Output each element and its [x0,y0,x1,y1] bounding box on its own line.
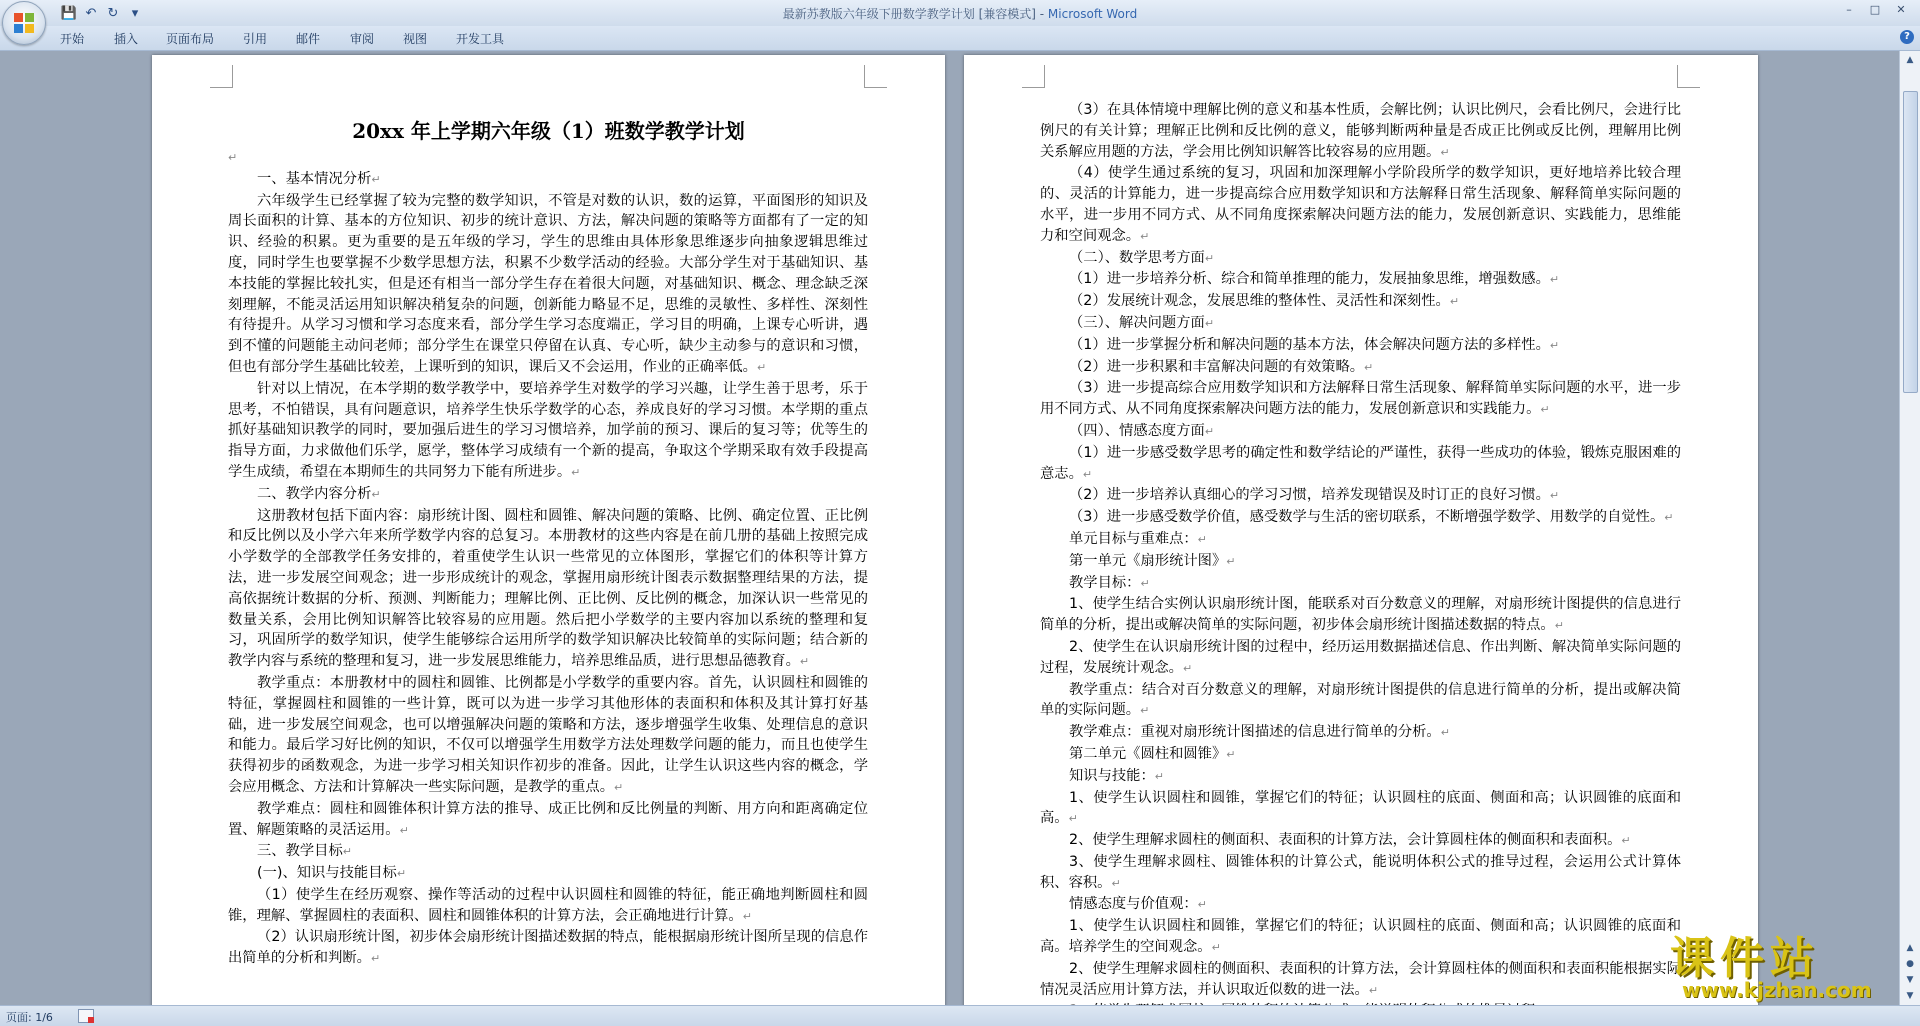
paragraph [1040,830,1681,852]
paragraph [228,191,868,379]
paragraph [1040,594,1681,637]
page-2-body[interactable] [1040,100,1681,1023]
paragraph [228,506,868,673]
paragraph-text: 三、教学目标 [257,843,343,860]
document-area [0,51,1900,1005]
paragraph-text: （1）进一步掌握分析和解决问题的基本方法，体会解决问题方法的多样性。 [1069,336,1550,353]
minimize-icon: – [1846,2,1852,16]
paragraph-text: （3）在具体情境中理解比例的意义和基本性质，会解比例；认识比例尺，会看比例尺，会进行比例尺的有关计算；理解正比例和反比例的意义，能够判断两种量是否成正比例或反比例，理解用比例关系解应用题的方法，学会用比例知识解答比较容易的应用题。 [1040,102,1681,160]
paragraph-mark-icon: ↵ [1368,983,1379,997]
paragraph [1040,100,1681,163]
paragraph [228,863,868,885]
paragraph [1040,313,1681,335]
paragraph [1040,529,1681,551]
paragraph-mark-icon: ↵ [1204,424,1215,438]
maximize-button[interactable] [1862,0,1888,18]
paragraph-mark-icon: ↵ [799,655,810,669]
paragraph-mark-icon: ↵ [342,845,352,859]
page-2 [964,55,1758,1015]
paragraph-mark-icon: ↵ [1140,229,1150,243]
paragraph-text: 教学难点：圆柱和圆锥体积计算方法的推导、成正比例和反比例量的判断、用方向和距离确定位置、解题策略的灵活运用。 [228,800,868,838]
paragraph [1040,163,1681,247]
close-icon: ✕ [1896,2,1906,16]
scroll-down-icon[interactable]: ▼ [1906,991,1914,1001]
paragraph [1040,852,1681,895]
paragraph-mark-icon: ↵ [614,780,624,794]
paragraph [1040,507,1681,529]
paragraph [1040,573,1681,595]
paragraph [1040,766,1681,788]
paragraph-mark-icon: ↵ [371,487,381,501]
paragraph-text: （1）进一步感受数学思考的确定性和数学结论的严谨性，获得一些成功的体验，锻炼克服困难的意志。 [1040,444,1681,482]
paragraph-text: (一)、知识与技能目标 [257,865,397,882]
paragraph-text: 1、使学生认识圆柱和圆锥，掌握它们的特征；认识圆柱的底面、侧面和高；认识圆锥的底面和高。 [1040,789,1681,827]
tab-home[interactable]: 开始 [60,32,85,46]
paragraph [228,484,868,506]
paragraph [1040,744,1681,766]
vertical-scrollbar[interactable] [1899,51,1920,1005]
paragraph-text: （2）认识扇形统计图，初步体会扇形统计图描述数据的特点，能根据扇形统计图所呈现的信息作出简单的分析和判断。 [228,929,868,967]
paragraph-mark-icon: ↵ [1554,619,1564,633]
paragraph-mark-icon: ↵ [1440,145,1450,159]
paragraph-mark-icon: ↵ [742,909,752,923]
paragraph-mark-icon: ↵ [1549,489,1560,503]
paragraph [1040,637,1681,680]
office-button[interactable] [2,1,46,45]
watermark-title: 课件站 [1670,933,1820,984]
paragraph [1040,269,1681,291]
document-name: 最新苏教版六年级下册数学教学计划 [兼容模式] - [782,7,1048,21]
paragraph-mark-icon: ↵ [1197,532,1207,546]
paragraph-text: 二、教学内容分析 [257,485,372,502]
paragraph-text: （3）进一步提高综合应用数学知识和方法解释日常生活现象、解释简单实际问题的水平，进一步用不同方式、从不同角度探索解决问题方法的能力，发展创新意识和实践能力。 [1040,380,1681,418]
close-button[interactable] [1888,0,1914,18]
paragraph-text: 教学重点：结合对百分数意义的理解，对扇形统计图提供的信息进行简单的分析，提出或解决简单的实际问题。 [1040,681,1681,719]
paragraph [1040,788,1681,831]
paragraph [228,147,868,169]
paragraph-mark-icon: ↵ [1204,316,1215,330]
paragraph-text: 1、使学生结合实例认识扇形统计图，能联系对百分数意义的理解，对扇形统计图提供的信息进行简单的分析，提出或解决简单的实际问题，初步体会扇形统计图描述数据的特点。 [1040,596,1681,634]
margin-corner-mark [210,65,233,88]
paragraph-mark-icon: ↵ [370,952,381,966]
paragraph-mark-icon: ↵ [1140,704,1150,718]
paragraph-mark-icon: ↵ [1154,769,1164,783]
tab-developer[interactable]: 开发工具 [456,32,505,46]
status-bar [0,1005,1920,1026]
next-page-icon[interactable]: ▼ [1906,975,1914,985]
page-1 [152,55,945,1015]
margin-corner-mark [1022,65,1045,88]
ribbon-tabs [0,26,1920,51]
paragraph-mark-icon: ↵ [1068,812,1078,826]
paragraph-text: 知识与技能： [1069,767,1155,784]
watermark-url: www.kjzhan.com [1682,978,1872,1002]
tab-review[interactable]: 审阅 [350,32,375,46]
paragraph [1040,485,1681,507]
paragraph-mark-icon: ↵ [1440,726,1450,740]
window-controls [1836,0,1914,18]
paragraph-text: （四）、情感态度方面 [1069,422,1205,439]
paragraph-text: （1）进一步培养分析、综合和简单推理的能力，发展抽象思维，增强数感。 [1069,271,1550,288]
paragraph-text: 情感态度与价值观： [1069,896,1198,913]
site-watermark [1670,922,1900,1004]
proofing-icon[interactable] [78,1009,94,1023]
office-logo-icon [14,13,34,33]
paragraph-mark-icon: ↵ [1364,360,1374,374]
paragraph-text: 教学难点：重视对扇形统计图描述的信息进行简单的分析。 [1069,724,1441,741]
paragraph-mark-icon: ↵ [1621,834,1631,848]
document-title: 20xx 年上学期六年级（1）班数学教学计划 [352,119,745,143]
paragraph-text: （4）使学生通过系统的复习，巩固和加深理解小学阶段所学的数学知识，更好地培养比较合理的、灵活的计算能力，进一步提高综合应用数学知识和方法解释日常生活现象、解释简单实际问题的水平，进一步用不同方式、从不同角度探索解决问题方法的能力，发展创新意识、实践能力，思维能力和空间观念。 [1040,165,1681,244]
paragraph-mark-icon: ↵ [1204,251,1215,265]
browse-object-icon[interactable]: ● [1906,959,1914,969]
chevron-down-icon: ▾ [131,5,139,21]
paragraph [1040,291,1681,313]
app-name: Microsoft Word [1047,7,1138,21]
paragraph-text: 3、使学生理解求圆柱、圆锥体积的计算公式，能说明体积公式的推导过程，会运用公式计算体积、容积。 [1040,853,1681,891]
paragraph-text: 这册教材包括下面内容：扇形统计图、圆柱和圆锥、解决问题的策略、比例、确定位置、正比例和反比例以及小学六年来所学数学内容的总复习。本册教材的这些内容是在前几册的基础上按照完成小学数学的全部教学任务安排的，着重使学生认识一些常见的立体图形，掌握它们的体积等计算方法，进一步发展空间观念；进一步形成统计的观念，掌握用扇形统计图表示数据整理结果的方法，提高依据统计数据的分析、预测、判断能力；理解比例、正比例、反比例的概念，加深认识一些常见的数量关系，会用比例知识解答比较容易的应用题。然后把小学数学的主要内容加以系统的整理和复习，巩固所学的数学知识，使学生能够综合运用所学的数学知识解决比较简单的实际问题；结合新的教学内容与系统的整理和复习，进一步发展思维能力，培养思维品质，进行思想品德教育。 [228,507,868,670]
window-title [0,2,1920,22]
paragraph [228,841,868,863]
scrollbar-thumb[interactable] [1903,91,1918,393]
margin-corner-mark [1677,65,1700,88]
paragraph-mark-icon: ↵ [399,823,409,837]
paragraph-mark-icon: ↵ [1549,273,1560,287]
tab-insert[interactable]: 插入 [114,32,139,46]
paragraph [1040,443,1681,486]
paragraph-text: 针对以上情况，在本学期的数学教学中，要培养学生对数学的学习兴趣，让学生善于思考，乐于思考，不怕错误，具有问题意识，培养学生快乐学数学的心态，养成良好的学习习惯。本学期的重点抓好基础知识教学的同时，要加强后进生的学习习惯培养，加学前的预习、课后的复习等；优等生的指导方面，力求做他们乐学，愿学，整体学习成绩有一个新的提高，争取这个学期采取有效手段提高学生成绩，希望在本期师生的共同努力下能有所进步。 [228,380,868,480]
paragraph [1040,335,1681,357]
undo-icon: ↶ [85,5,97,21]
paragraph-mark-icon: ↵ [1449,295,1460,309]
paragraph [1040,551,1681,573]
title-bar [0,0,1920,26]
paragraph-text: 六年级学生已经掌握了较为完整的数学知识，不管是对数的认识，数的运算，平面图形的知识及周长面积的计算、基本的方位知识、初步的统计意识、方法，解决问题的策略等方面都有了一定的知识、经验的积累。更为重要的是五年级的学习，学生的思维由具体形象思维逐步向抽象逻辑思维过度，同时学生也要掌握不少数学思想方法，积累不少数学活动的经验。大部分学生对于基础知识、基本技能的掌握比较扎实，但是还有相当一部分学生存在着很大问题，对基础知识、概念、理念缺乏深刻理解，不能灵活运用知识解决稍复杂的问题，创新能力略显不足，思维的灵敏性、多样性、深刻性有待提升。从学习习惯和学习态度来看，部分学生学习态度端正，学习目的明确，上课专心听讲，遇到不懂的问题能主动问老师；部分学生在课堂只停留在认真、专心听，缺少主动参与的意识和习惯，但也有部分学生基础比较差，上课听到的知识，课后又不会运用，作业的正确率低。 [228,192,868,375]
paragraph [1040,680,1681,723]
paragraph-text: （二）、数学思考方面 [1069,249,1205,266]
paragraph-text: （3）进一步感受数学价值，感受数学与生活的密切联系，不断增强学数学、用数学的自觉性。 [1069,509,1665,526]
margin-corner-mark [864,65,887,88]
paragraph-text: 2、使学生理解求圆柱的侧面积、表面积的计算方法，会计算圆柱体的侧面积和表面积能根据实际情况灵活应用计算方法，并认识取近似数的进一法。 [1040,960,1681,998]
paragraph-mark-icon: ↵ [1226,747,1236,761]
save-icon: 💾 [60,5,78,21]
paragraph [1040,248,1681,270]
paragraph-mark-icon: ↵ [1140,576,1150,590]
paragraph [228,169,868,191]
paragraph-text: 1、使学生认识圆柱和圆锥，掌握它们的特征；认识圆柱的底面、侧面和高；认识圆锥的底面和高。培养学生的空间观念。 [1040,918,1681,956]
tab-page-layout[interactable]: 页面布局 [166,32,215,46]
paragraph-text: 教学目标： [1069,574,1141,591]
paragraph [228,799,868,842]
tab-view[interactable]: 视图 [403,32,428,46]
paragraph [1040,959,1681,1002]
paragraph-text: （1）使学生在经历观察、操作等活动的过程中认识圆柱和圆锥的特征，能正确地判断圆柱和圆锥，理解、掌握圆柱的表面积、圆柱和圆锥体积的计算方法，会正确地进行计算。 [228,886,868,924]
tab-references[interactable]: 引用 [243,32,268,46]
redo-icon: ↻ [107,5,119,21]
paragraph-text: （三）、解决问题方面 [1069,314,1205,331]
paragraph-mark-icon: ↵ [371,172,381,186]
paragraph [228,885,868,928]
paragraph-mark-icon: ↵ [1182,661,1193,675]
paragraph-text: 教学重点：本册教材中的圆柱和圆锥、比例都是小学数学的重要内容。首先，认识圆柱和圆锥的特征，掌握圆柱和圆锥的一些计算，既可以为进一步学习其他形体的表面积和体积及其计算打好基础，进一步发展空间观念，也可以增强解决问题的策略和方法，逐步增强学生收集、处理信息的意识和能力。最后学习好比例的知识，不仅可以增强学生用数学方法处理数学问题的能力，而且也使学生获得初步的函数观念，为进一步学习相关知识作初步的准备。因此，让学生认识这些内容的概念，学会应用概念、方法和计算解决一些实际问题，是教学的重点。 [228,674,868,795]
paragraph-mark-icon: ↵ [1226,554,1236,568]
paragraph-text: （2）进一步积累和丰富解决问题的有效策略。 [1069,358,1365,375]
page-1-body[interactable] [228,147,868,970]
paragraph-mark-icon: ↵ [1111,876,1121,890]
paragraph [228,379,868,484]
paragraph-mark-icon: ↵ [1540,403,1550,417]
paragraph-mark-icon: ↵ [1197,898,1207,912]
paragraph-mark-icon: ↵ [1211,941,1221,955]
paragraph [228,927,868,970]
paragraph [228,673,868,799]
paragraph-mark-icon: ↵ [1664,511,1674,525]
paragraph-text: 单元目标与重难点： [1069,530,1198,547]
scroll-up-icon[interactable]: ▲ [1906,55,1914,65]
paragraph-mark-icon: ↵ [571,465,581,479]
paragraph-text: （2）进一步培养认真细心的学习习惯，培养发现错误及时订正的良好习惯。 [1069,487,1550,504]
paragraph-mark-icon: ↵ [1549,338,1560,352]
help-icon[interactable]: ? [1900,30,1914,44]
paragraph [1040,894,1681,916]
paragraph-text: 第二单元《圆柱和圆锥》 [1069,745,1227,762]
paragraph-mark-icon: ↵ [396,867,407,881]
paragraph-text: （2）发展统计观念，发展思维的整体性、灵活性和深刻性。 [1069,293,1450,310]
prev-page-icon[interactable]: ▲ [1906,943,1914,953]
paragraph [1040,421,1681,443]
paragraph-text: 第一单元《扇形统计图》 [1069,552,1227,569]
paragraph-mark-icon: ↵ [228,151,238,164]
minimize-button[interactable] [1836,0,1862,18]
paragraph-text: 一、基本情况分析 [257,170,372,187]
page-count[interactable]: 页面: 1/6 [6,1011,53,1024]
paragraph-mark-icon: ↵ [756,360,767,374]
maximize-icon: □ [1869,2,1881,16]
paragraph-text: 2、使学生在认识扇形统计图的过程中，经历运用数据描述信息、作出判断、解决简单实际问题的过程，发展统计观念。 [1040,638,1681,676]
paragraph [1040,378,1681,421]
paragraph-mark-icon: ↵ [1082,467,1093,481]
paragraph [1040,722,1681,744]
paragraph [1040,916,1681,959]
paragraph-text: 2、使学生理解求圆柱的侧面积、表面积的计算方法，会计算圆柱体的侧面积和表面积。 [1069,832,1622,849]
paragraph [1040,357,1681,379]
tab-mailings[interactable]: 邮件 [296,32,321,46]
